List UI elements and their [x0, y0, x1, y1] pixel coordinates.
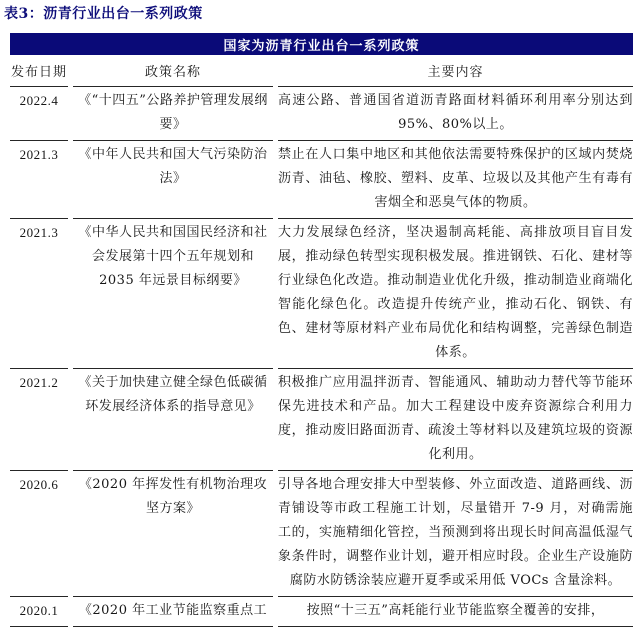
row-policy-name: 《中年人民共和国大气污染防治法》: [73, 141, 273, 219]
table-row: [10, 87, 633, 141]
table-body: [10, 87, 633, 627]
row-content: 高速公路、普通国省道沥青路面材料循环利用率分别达到 95%、80%以上。: [278, 87, 633, 141]
table-row: [10, 471, 633, 597]
row-date: 2022.4: [10, 87, 68, 141]
table-row: [10, 141, 633, 219]
row-policy-name: 《2020 年挥发性有机物治理攻坚方案》: [73, 471, 273, 597]
row-content: 禁止在人口集中地区和其他依法需要特殊保护的区域内焚烧沥青、油毡、橡胶、塑料、皮革、垃圾以及其他产生有毒有害烟全和恶臭气体的物质。: [278, 141, 633, 219]
row-date: 2020.1: [10, 597, 68, 627]
row-date: 2021.3: [10, 219, 68, 369]
col-header-content: 主要内容: [278, 55, 633, 87]
table-row: [10, 369, 633, 471]
row-date: 2020.6: [10, 471, 68, 597]
row-policy-name: 《关于加快建立健全绿色低碳循环发展经济体系的指导意见》: [73, 369, 273, 471]
row-policy-name: 《“十四五”公路养护管理发展纲要》: [73, 87, 273, 141]
page-title: 表3：沥青行业出台一系列政策: [4, 6, 203, 22]
row-content: 按照“十三五”高耗能行业节能监察全覆善的安排，: [278, 597, 633, 627]
table-banner: 国家为沥青行业出台一系列政策: [10, 33, 633, 55]
row-content: 积极推广应用温拌沥青、智能通风、辅助动力替代等节能环保先进技术和产品。加大工程建设中废弃资源综合利用力度，推动废旧路面沥青、疏浚土等材料以及建筑垃圾的资源化利用。: [278, 369, 633, 471]
row-content: 大力发展绿色经济，坚决遏制高耗能、高排放项目盲目发展，推动绿色转型实现积极发展。推进钢铁、石化、建材等行业绿色化改造。推动制造业优化升级，推动制造业商端化智能化绿色化。改造提升传统产业，推动石化、钢铁、有色、建材等原材料产业布局优化和结构调整，完善绿色制造体系。: [278, 219, 633, 369]
col-header-policy: 政策名称: [73, 55, 273, 87]
table-row: [10, 219, 633, 369]
table-row: [10, 597, 633, 627]
col-header-date: 发布日期: [10, 55, 68, 87]
row-policy-name: 《中华人民共和国国民经济和社会发展第十四个五年规划和 2035 年远景目标纲要》: [73, 219, 273, 369]
policy-table: [5, 33, 638, 627]
row-date: 2021.2: [10, 369, 68, 471]
row-content: 引导各地合理安排大中型装修、外立面改造、道路画线、沥青铺设等市政工程施工计划，尽量错开 7-9 月，对确需施工的，实施精细化管控，当预测到将出现长时间高温低湿气象条件时，调整作业计划，避开相应时段。企业生产设施防腐防水防锈涂装应避开夏季或采用低 VOCs 含量涂料。: [278, 471, 633, 597]
row-policy-name: 《2020 年工业节能监察重点工: [73, 597, 273, 627]
row-date: 2021.3: [10, 141, 68, 219]
